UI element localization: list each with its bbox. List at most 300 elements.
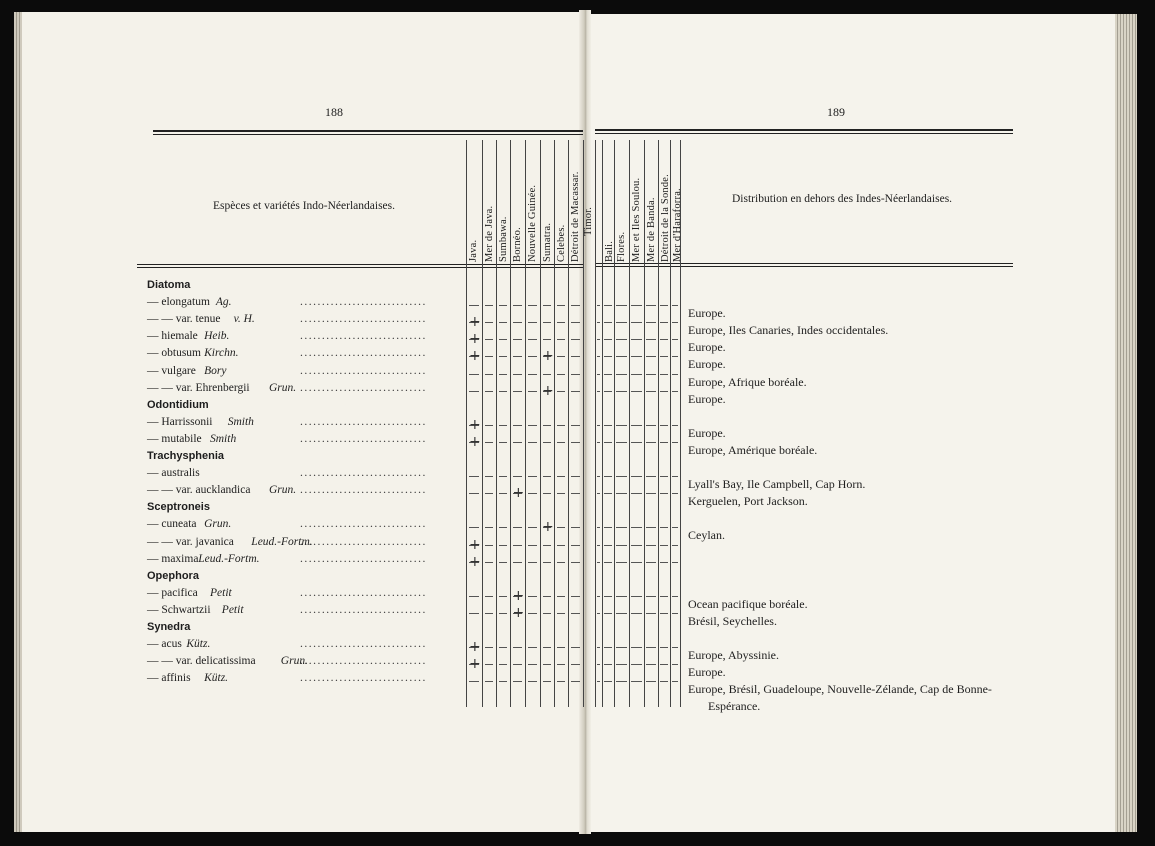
cell-dash [604,305,612,306]
cell-dash [499,681,507,682]
cell-dash [557,493,565,494]
species-name: — affinis [147,672,191,685]
cell-dash [571,664,580,665]
cell-dash [660,442,668,443]
cell-dash [660,527,668,528]
cell-dash [597,476,600,477]
cell-dash [631,442,642,443]
cell-dash [597,545,600,546]
cell-dash [646,391,656,392]
cell-dash [499,613,507,614]
genus-name: Synedra [147,621,191,633]
grid-line-left [568,140,569,707]
distribution-text: Brésil, Seychelles. [688,613,777,628]
presence-mark: + [469,553,481,570]
cell-dash [485,442,493,443]
cell-dash [543,493,551,494]
cell-dash [528,442,537,443]
right-header: Distribution en dehors des Indes-Néerlandaises. [732,193,953,205]
cell-dash [616,613,627,614]
cell-dash [528,527,537,528]
cell-dash [597,527,600,528]
cell-dash [513,305,522,306]
cell-dash [571,322,580,323]
cell-dash [604,613,612,614]
cell-dash [672,374,678,375]
cell-dash [499,596,507,597]
presence-mark: + [469,348,481,365]
cell-dash [631,322,642,323]
cell-dash [499,664,507,665]
cell-dash [543,374,551,375]
cell-dash [557,356,565,357]
cell-dash [646,613,656,614]
cell-dash [485,527,493,528]
dot-leader: ............................. [300,586,427,599]
cell-dash [597,391,600,392]
species-author: Leud.-Fortm. [198,552,260,565]
cell-dash [499,647,507,648]
cell-dash [616,545,627,546]
cell-dash [557,476,565,477]
cell-dash [604,476,612,477]
top-rule-right-thin [595,133,1013,134]
cell-dash [646,664,656,665]
cell-dash [557,596,565,597]
cell-dash [528,476,537,477]
cell-dash [646,596,656,597]
cell-dash [528,562,537,563]
cell-dash [513,374,522,375]
cell-dash [528,596,537,597]
cell-dash [571,442,580,443]
cell-dash [513,322,522,323]
cell-dash [597,613,600,614]
cell-dash [597,681,600,682]
cell-dash [499,442,507,443]
cell-dash [557,339,565,340]
dot-leader: ............................. [300,672,427,685]
species-name: — pacifica [147,586,198,599]
distribution-text: Europe. [688,340,726,355]
species-author: v. H. [233,313,255,326]
cell-dash [543,442,551,443]
species-author: Grun. [269,381,297,394]
grid-line-left [510,140,511,707]
cell-dash [571,356,580,357]
column-label: Nouvelle Guinée. [527,184,538,262]
cell-dash [660,305,668,306]
grid-line-right [644,140,645,707]
cell-dash [646,527,656,528]
dot-leader: ............................. [300,415,427,428]
cell-dash [485,545,493,546]
cell-dash [571,493,580,494]
cell-dash [485,647,493,648]
cell-dash [631,613,642,614]
grid-line-left [466,140,467,707]
cell-dash [571,596,580,597]
column-label: Mer de Banda. [646,197,657,262]
cell-dash [543,305,551,306]
column-label: Détroit de Macassar. [570,171,581,262]
cell-dash [672,442,678,443]
cell-dash [597,425,600,426]
cell-dash [660,339,668,340]
cell-dash [557,681,565,682]
cell-dash [513,681,522,682]
species-author: Kirchn. [204,347,239,360]
cell-dash [485,356,493,357]
cell-dash [646,647,656,648]
cell-dash [672,527,678,528]
cell-dash [646,356,656,357]
dot-leader: ............................. [300,552,427,565]
cell-dash [597,647,600,648]
cell-dash [528,613,537,614]
cell-dash [646,562,656,563]
cell-dash [513,647,522,648]
dot-leader: ............................. [300,381,427,394]
cell-dash [616,562,627,563]
cell-dash [631,681,642,682]
cell-dash [469,527,479,528]
cell-dash [631,374,642,375]
top-rule-left-thin [153,134,583,135]
cell-dash [672,339,678,340]
cell-dash [571,305,580,306]
cell-dash [604,339,612,340]
presence-mark: + [469,433,481,450]
header-rule-left-2 [137,267,583,268]
column-label: Java. [468,239,479,262]
cell-dash [646,374,656,375]
dot-leader: ............................. [300,655,427,668]
cell-dash [672,613,678,614]
cell-dash [631,356,642,357]
page-number-left: 188 [325,105,343,119]
presence-mark: + [469,314,481,331]
cell-dash [672,493,678,494]
cell-dash [485,596,493,597]
column-label: Mer d'Haraforra. [672,188,683,262]
cell-dash [528,664,537,665]
species-author: Smith [210,432,237,445]
cell-dash [469,493,479,494]
species-name: — Schwartzii [147,603,211,616]
cell-dash [528,305,537,306]
species-name: — — var. javanica [147,535,234,548]
cell-dash [597,596,600,597]
dot-leader: ............................. [300,432,427,445]
cell-dash [646,305,656,306]
cell-dash [616,476,627,477]
column-label: Flores. [616,231,627,262]
dot-leader: ............................. [300,484,427,497]
species-name: — elongatum [147,296,210,309]
genus-name: Opephora [147,569,199,582]
cell-dash [571,681,580,682]
genus-name: Trachysphenia [147,450,225,462]
cell-dash [528,339,537,340]
cell-dash [616,442,627,443]
cell-dash [631,562,642,563]
cell-dash [660,374,668,375]
cell-dash [646,322,656,323]
cell-dash [660,391,668,392]
cell-dash [571,339,580,340]
cell-dash [485,425,493,426]
cell-dash [631,596,642,597]
cell-dash [604,374,612,375]
cell-dash [485,339,493,340]
cell-dash [616,596,627,597]
cell-dash [557,305,565,306]
cell-dash [660,613,668,614]
left-header: Espèces et variétés Indo-Néerlandaises. [213,200,396,212]
species-author: Leud.-Fortm. [251,535,313,548]
distribution-text-cont: Espérance. [708,699,761,714]
genus-name: Diatoma [147,279,191,291]
cell-dash [672,545,678,546]
presence-mark: + [512,587,525,604]
cell-dash [557,391,565,392]
cell-dash [528,322,537,323]
cell-dash [604,527,612,528]
species-author: Bory [204,364,227,377]
cell-dash [557,562,565,563]
grid-line-right [658,140,659,707]
cell-dash [631,425,642,426]
cell-dash [543,613,551,614]
cell-dash [543,596,551,597]
cell-dash [499,562,507,563]
cell-dash [616,664,627,665]
header-rule-left-1 [137,264,583,265]
grid-line-left [554,140,555,707]
cell-dash [597,305,600,306]
cell-dash [631,339,642,340]
cell-dash [543,545,551,546]
grid-line-left [525,140,526,707]
cell-dash [631,664,642,665]
cell-dash [616,425,627,426]
cell-dash [597,356,600,357]
cell-dash [485,681,493,682]
cell-dash [616,356,627,357]
cell-dash [604,425,612,426]
cell-dash [499,476,507,477]
cell-dash [672,322,678,323]
cell-dash [499,356,507,357]
cell-dash [469,374,479,375]
cell-dash [469,305,479,306]
cell-dash [597,664,600,665]
species-author: Grun. [269,484,297,497]
cell-dash [499,339,507,340]
cell-dash [557,322,565,323]
cell-dash [672,562,678,563]
dot-leader: ............................. [300,535,427,548]
presence-mark: + [469,331,481,348]
presence-mark: + [469,536,481,553]
column-label: Sumbawa. [498,216,509,262]
cell-dash [660,664,668,665]
column-label: Bali. [604,240,615,262]
cell-dash [597,562,600,563]
distribution-text: Europe. [688,306,726,321]
cell-dash [485,322,493,323]
distribution-text: Ceylan. [688,528,725,543]
cell-dash [513,356,522,357]
cell-dash [485,374,493,375]
cell-dash [513,527,522,528]
cell-dash [604,493,612,494]
cell-dash [485,613,493,614]
species-name: — australis [147,467,200,480]
cell-dash [469,613,479,614]
column-label: Mer et Iles Soulou. [631,177,642,262]
cell-dash [616,681,627,682]
presence-mark: + [542,519,554,536]
cell-dash [660,681,668,682]
cell-dash [631,647,642,648]
cell-dash [660,493,668,494]
cell-dash [528,425,537,426]
top-rule-left-thick [153,130,583,132]
species-author: Grun. [204,518,232,531]
cell-dash [616,527,627,528]
grid-line-left [540,140,541,707]
cell-dash [557,374,565,375]
cell-dash [543,647,551,648]
species-name: — Harrissonii [147,415,213,428]
cell-dash [616,374,627,375]
grid-line-right [629,140,630,707]
cell-dash [528,493,537,494]
presence-mark: + [469,656,481,673]
cell-dash [616,339,627,340]
cell-dash [631,391,642,392]
distribution-text: Europe, Abyssinie. [688,648,779,663]
cell-dash [571,476,580,477]
cell-dash [660,356,668,357]
dot-leader: ............................. [300,638,427,651]
genus-name: Sceptroneis [147,501,210,514]
cell-dash [597,493,600,494]
cell-dash [499,493,507,494]
cell-dash [499,374,507,375]
cell-dash [597,374,600,375]
column-label: Timor. [583,206,594,236]
cell-dash [513,545,522,546]
presence-mark: + [469,639,481,656]
cell-dash [499,527,507,528]
cell-dash [485,664,493,665]
cell-dash [543,322,551,323]
species-name: — — var. delicatissima [147,655,256,668]
page-number-right: 189 [827,105,845,119]
cell-dash [660,425,668,426]
cell-dash [513,664,522,665]
cell-dash [631,493,642,494]
cell-dash [660,596,668,597]
cell-dash [646,545,656,546]
cell-dash [631,476,642,477]
cell-dash [631,305,642,306]
cell-dash [616,647,627,648]
cell-dash [604,442,612,443]
presence-mark: + [542,348,554,365]
cell-dash [631,527,642,528]
species-name: — — var. tenue [147,313,221,326]
cell-dash [672,356,678,357]
grid-line-left [496,140,497,707]
species-name: — — var. Ehrenbergii [147,381,250,394]
cell-dash [528,681,537,682]
cell-dash [672,647,678,648]
cell-dash [672,476,678,477]
dot-leader: ............................. [300,364,427,377]
cell-dash [604,356,612,357]
distribution-text: Europe. [688,357,726,372]
cell-dash [571,613,580,614]
column-label: Sumatra. [542,222,553,262]
dot-leader: ............................. [300,518,427,531]
column-label: Mer de Java. [484,205,495,262]
species-name: — maxima [147,552,199,565]
cell-dash [604,545,612,546]
cell-dash [646,681,656,682]
cell-dash [543,425,551,426]
cell-dash [660,647,668,648]
species-name: — obtusum [147,347,201,360]
cell-dash [513,425,522,426]
cell-dash [469,391,479,392]
cell-dash [571,647,580,648]
species-name: — hiemale [147,330,198,343]
species-author: Petit [210,586,232,599]
cell-dash [646,339,656,340]
cell-dash [528,391,537,392]
cell-dash [646,425,656,426]
cell-dash [469,596,479,597]
cell-dash [528,647,537,648]
cell-dash [543,681,551,682]
dot-leader: ............................. [300,313,427,326]
column-label: Détroit de la Sonde. [660,174,671,262]
species-name: — — var. aucklandica [147,484,251,497]
cell-dash [557,527,565,528]
cell-dash [597,322,600,323]
distribution-text: Europe, Iles Canaries, Indes occidentales. [688,323,889,338]
cell-dash [660,322,668,323]
cell-dash [557,613,565,614]
distribution-text: Europe. [688,665,726,680]
species-author: Heib. [204,330,230,343]
cell-dash [604,647,612,648]
cell-dash [513,442,522,443]
cell-dash [557,647,565,648]
book-right-edge [1115,14,1137,832]
cell-dash [660,476,668,477]
presence-mark: + [542,382,554,399]
grid-line-left [482,140,483,707]
cell-dash [485,305,493,306]
cell-dash [604,391,612,392]
genus-name: Odontidium [147,398,209,411]
grid-line-right [595,140,596,707]
